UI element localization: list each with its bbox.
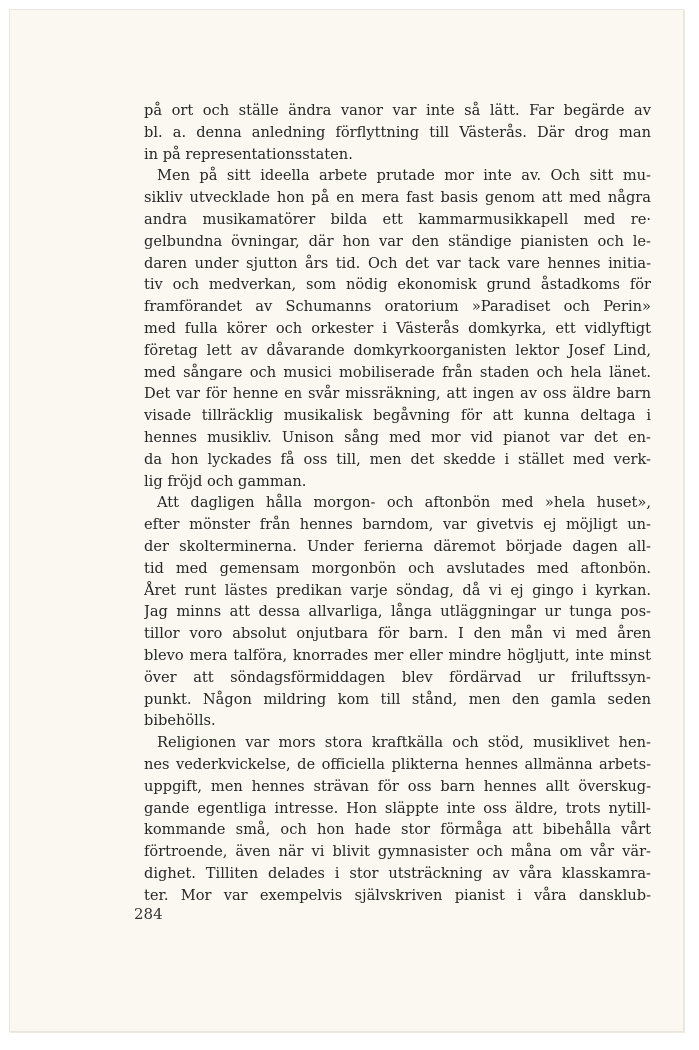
text-line: gelbundna övningar, där hon var den ständige pianisten och le-: [144, 232, 651, 250]
text-line: kommande små, och hon hade stor förmåga att bibehålla vårt: [144, 821, 651, 839]
text-line: nes vederkvickelse, de officiella plikterna hennes allmänna arbets-: [144, 755, 651, 773]
text-line: bibehölls.: [144, 712, 216, 730]
text-line: uppgift, men hennes strävan för oss barn hennes allt överskug-: [144, 777, 651, 795]
text-line: Men på sitt ideella arbete prutade mor inte av. Och sitt mu-: [157, 167, 651, 185]
text-line: Att dagligen hålla morgon- och aftonbön med »hela huset»,: [157, 494, 651, 512]
text-line: lig fröjd och gamman.: [144, 472, 307, 490]
text-line: andra musikamatörer bilda ett kammarmusikkapell med re·: [144, 210, 651, 228]
text-line: gande egentliga intresse. Hon släppte inte oss äldre, trots nytill-: [144, 799, 651, 817]
page-number: 284: [134, 905, 163, 923]
text-line: förtroende, även när vi blivit gymnasister och måna om vår vär-: [144, 843, 651, 861]
text-line: tid med gemensam morgonbön och avslutades med aftonbön.: [144, 559, 651, 577]
text-line: Året runt lästes predikan varje söndag, då vi ej gingo i kyrkan.: [144, 581, 651, 599]
text-line: över att söndagsförmiddagen blev fördärvad ur friluftssyn-: [144, 668, 651, 686]
text-line: ter. Mor var exempelvis självskriven pianist i våra dansklub-: [144, 886, 651, 904]
text-line: punkt. Någon mildring kom till stånd, men den gamla seden: [144, 690, 651, 708]
book-page: [9, 9, 684, 1032]
text-line: in på representationsstaten.: [144, 145, 353, 163]
text-line: Det var för henne en svår missräkning, att ingen av oss äldre barn: [144, 385, 651, 403]
text-line: tiv och medverkan, som nödig ekonomisk grund åstadkoms för: [144, 276, 651, 294]
text-line: visade tillräcklig musikalisk begåvning för att kunna deltaga i: [144, 407, 651, 425]
text-line: sikliv utvecklade hon på en mera fast basis genom att med några: [144, 189, 651, 207]
text-line: hennes musikliv. Unison sång med mor vid pianot var det en-: [144, 428, 651, 446]
text-line: tillor voro absolut onjutbara för barn. I den mån vi med åren: [144, 625, 651, 643]
text-line: blevo mera talföra, knorrades mer eller mindre högljutt, inte minst: [144, 646, 651, 664]
text-line: der skolterminerna. Under ferierna däremot började dagen all-: [144, 537, 651, 555]
text-line: med sångare och musici mobiliserade från staden och hela länet.: [144, 363, 651, 381]
text-line: företag lett av dåvarande domkyrkoorganisten lektor Josef Lind,: [144, 341, 651, 359]
text-line: da hon lyckades få oss till, men det skedde i stället med verk-: [144, 450, 651, 468]
body-text: [144, 100, 651, 906]
text-line: med fulla körer och orkester i Västerås domkyrka, ett vidlyftigt: [144, 319, 651, 337]
text-line: bl. a. denna anledning förflyttning till Västerås. Där drog man: [144, 123, 651, 141]
text-line: efter mönster från hennes barndom, var givetvis ej möjligt un-: [144, 516, 651, 534]
text-line: daren under sjutton års tid. Och det var tack vare hennes initia-: [144, 254, 651, 272]
text-line: Religionen var mors stora kraftkälla och stöd, musiklivet hen-: [157, 734, 651, 752]
text-line: dighet. Tilliten delades i stor utsträckning av våra klasskamra-: [144, 864, 651, 882]
text-line: Jag minns att dessa allvarliga, långa utläggningar ur tunga pos-: [144, 603, 651, 621]
text-line: på ort och ställe ändra vanor var inte så lätt. Far begärde av: [144, 102, 651, 119]
text-line: framförandet av Schumanns oratorium »Paradiset och Perin»: [144, 298, 651, 316]
